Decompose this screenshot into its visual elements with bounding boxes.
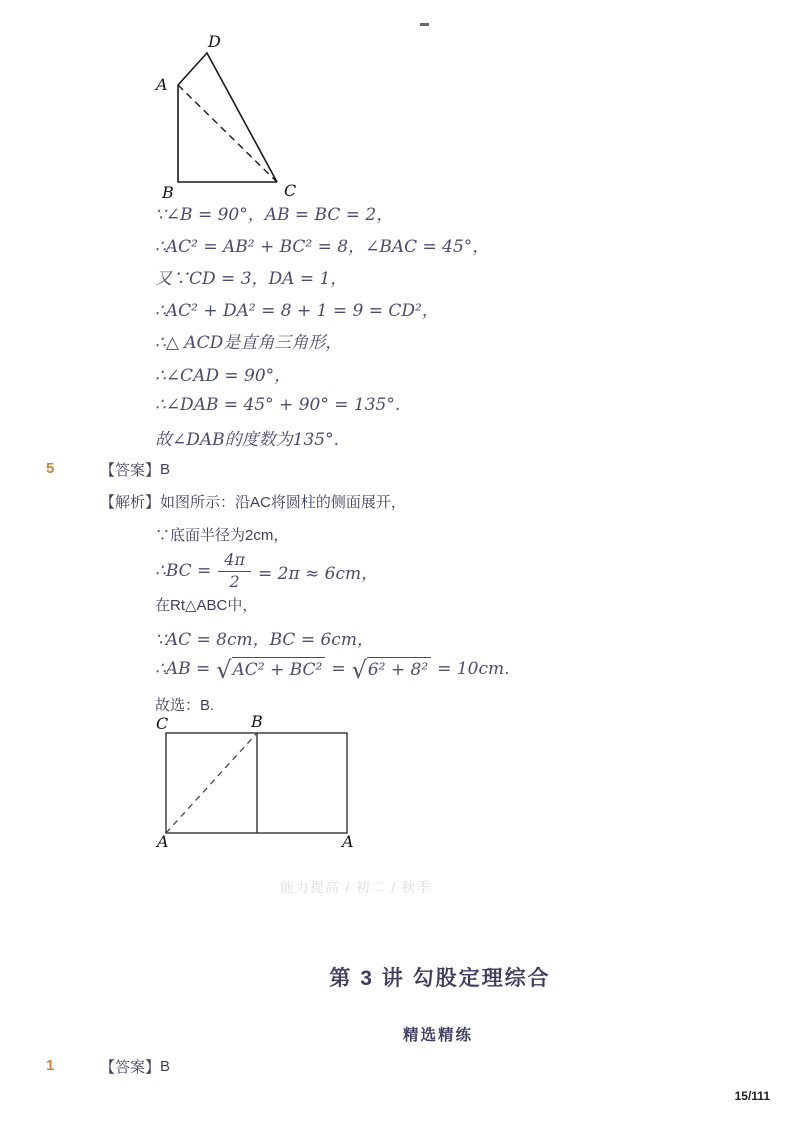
vertex-label-b: B	[162, 183, 174, 202]
analysis-line-rt-triangle: 在Rt△ABC中，	[155, 596, 258, 614]
vertex-label-a-right: A	[342, 832, 354, 851]
vertex-label-b2: B	[251, 713, 263, 731]
sqrt-radicand-1: AC² + BC²	[232, 657, 326, 680]
fraction	[218, 551, 251, 591]
sqrt-expression-2	[351, 656, 432, 684]
sqrt-expression-1	[216, 656, 325, 684]
item5-answer-row	[100, 458, 170, 480]
analysis-fraction-line	[155, 546, 378, 596]
figure-edge-ad-dc	[178, 53, 277, 182]
analysis-label: 【解析】	[100, 493, 161, 511]
math-line: ∴∠CAD = 90°，	[155, 365, 292, 386]
analysis-intro: 如图所示：沿AC将圆柱的侧面展开，	[160, 493, 406, 511]
rectangle-diagonal-ab	[166, 733, 257, 833]
vertex-label-c: C	[284, 181, 297, 200]
math-line: ∵∠B = 90°，AB = BC = 2，	[155, 204, 394, 225]
radical-icon: √	[351, 656, 367, 684]
sqrt-radicand-2: 6² + 8²	[367, 657, 431, 680]
math-line: ∴∠DAB = 45° + 90° = 135°.	[155, 395, 401, 416]
item5-analysis-row	[100, 490, 406, 512]
section-subtitle: 精选精练	[402, 1027, 473, 1044]
figure-diagonal-ac	[178, 85, 277, 182]
figure-edge-ab-bc	[178, 85, 277, 182]
vertex-label-c2: C	[156, 714, 169, 733]
vertex-label-a-left: A	[157, 832, 169, 851]
math-line: ∴AC² + DA² = 8 + 1 = 9 = CD²，	[155, 301, 439, 322]
analysis-line-sides: ∵AC = 8cm，BC = 6cm，	[155, 629, 374, 650]
fraction-suffix: = 2π ≈ 6cm，	[257, 563, 379, 584]
fraction-prefix: ∴BC =	[155, 561, 212, 581]
quadrilateral-figure	[150, 30, 325, 202]
stray-dash-mark	[420, 23, 429, 26]
course-footer: 能力提高 / 初二 / 秋季	[280, 880, 432, 895]
answer-label: 【答案】	[100, 461, 161, 479]
sqrt-equals: =	[331, 659, 346, 679]
fraction-denominator: 2	[229, 571, 240, 591]
page-number: 15/111	[734, 1089, 770, 1103]
sqrt-suffix: = 10cm.	[437, 659, 510, 679]
solution-derivation	[155, 196, 715, 454]
analysis-sqrt-line	[155, 652, 510, 686]
vertex-label-a: A	[156, 75, 168, 94]
rectangle-figure	[150, 713, 365, 853]
item1-answer-row	[100, 1055, 170, 1077]
radical-icon: √	[216, 656, 232, 684]
answer-value: B	[160, 1057, 171, 1075]
section-title: 第 3 讲 勾股定理综合	[329, 967, 551, 990]
vertex-label-d: D	[208, 32, 221, 51]
fraction-numerator: 4π	[218, 551, 251, 571]
analysis-line-choice: 故选：B.	[155, 696, 215, 714]
item-number-1: 1	[46, 1057, 55, 1074]
math-line: ∴AC² = AB² + BC² = 8，∠BAC = 45°，	[155, 236, 490, 257]
sqrt-prefix: ∴AB =	[155, 659, 211, 679]
item-number-5: 5	[46, 460, 55, 477]
math-line: ∴△ ACD是直角三角形，	[155, 333, 343, 354]
math-line: 又∵CD = 3，DA = 1，	[155, 268, 348, 289]
answer-label: 【答案】	[100, 1058, 161, 1076]
analysis-line-radius: ∵底面半径为2cm，	[155, 526, 289, 544]
answer-value: B	[160, 460, 171, 478]
math-line: 故∠DAB的度数为135°.	[155, 429, 339, 450]
